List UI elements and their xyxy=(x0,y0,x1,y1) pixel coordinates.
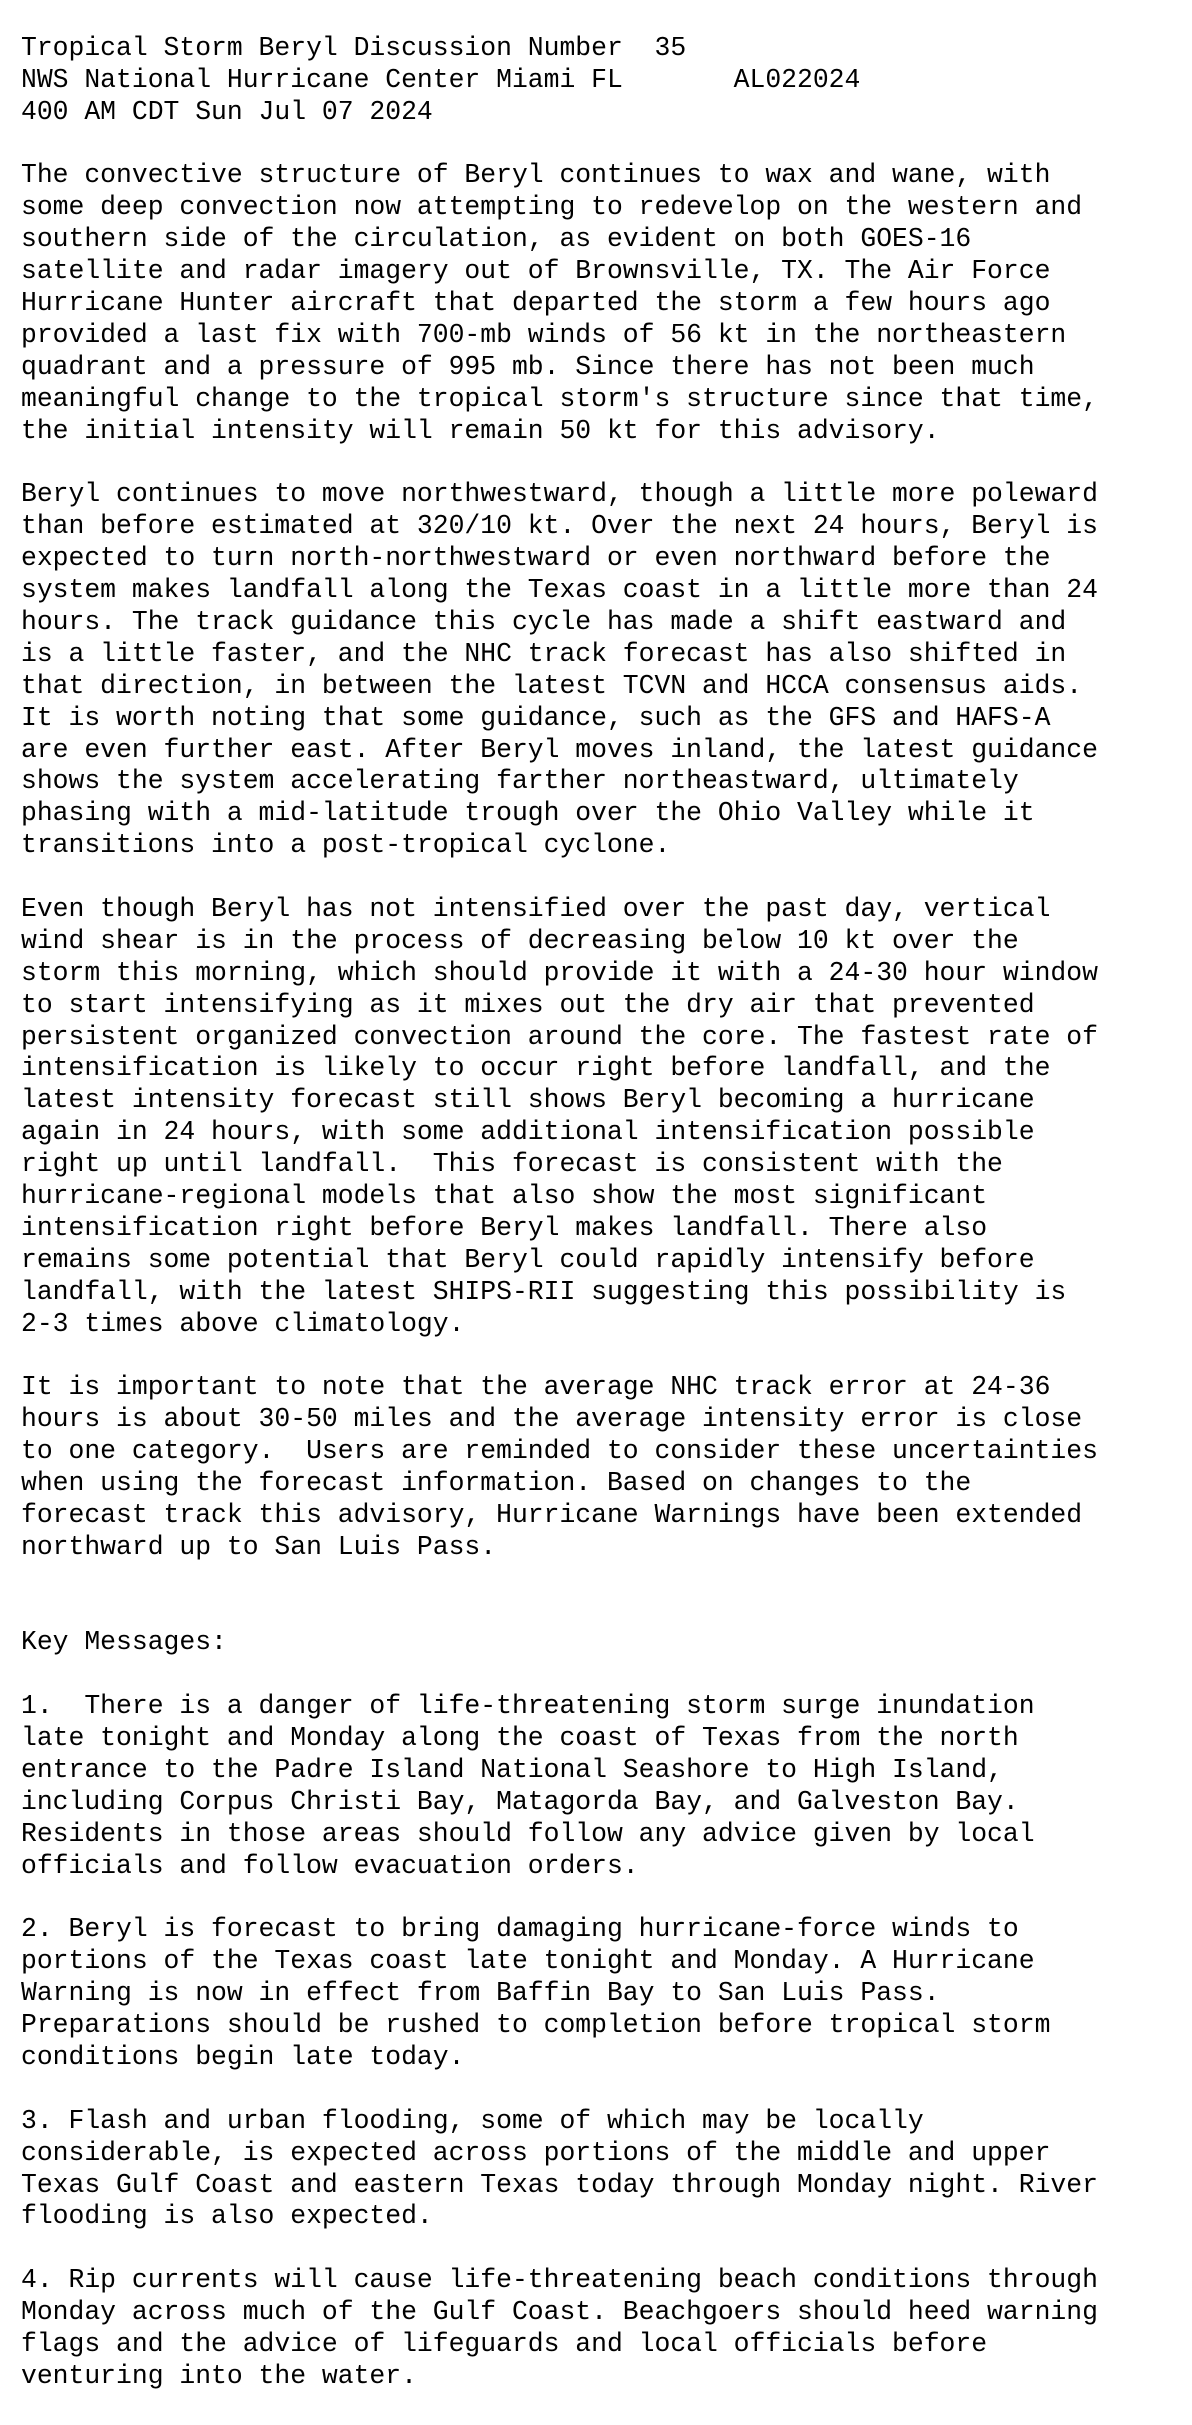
paragraph-intensity-forecast xyxy=(21,894,1186,1340)
text-line: wind shear is in the process of decreasing below 10 kt over the xyxy=(21,925,1019,956)
blank-line xyxy=(21,447,1186,479)
blank-line xyxy=(21,862,1186,894)
text-line: southern side of the circulation, as evident on both GOES-16 xyxy=(21,224,972,255)
text-line: Even though Beryl has not intensified over the past day, vertical xyxy=(21,893,1051,924)
blank-line xyxy=(21,1659,1186,1691)
text-line: meaningful change to the tropical storm's structure since that time, xyxy=(21,383,1098,414)
text-line: remains some potential that Beryl could rapidly intensify before xyxy=(21,1244,1035,1275)
text-line: The convective structure of Beryl continues to wax and wane, with xyxy=(21,160,1051,191)
text-line: to one category. Users are reminded to consider these uncertainties xyxy=(21,1436,1098,1467)
text-line: flooding is also expected. xyxy=(21,2201,433,2232)
blank-line xyxy=(21,1340,1186,1372)
text-line: It is important to note that the average NHC track error at 24-36 xyxy=(21,1372,1051,1403)
key-message-storm-surge xyxy=(21,1691,1186,1882)
text-line: when using the forecast information. Based on changes to the xyxy=(21,1467,972,1498)
text-line: portions of the Texas coast late tonight and Monday. A Hurricane xyxy=(21,1946,1035,1977)
text-line: 3. Flash and urban flooding, some of which may be locally xyxy=(21,2105,924,2136)
text-line: Residents in those areas should follow any advice given by local xyxy=(21,1818,1035,1849)
text-line: latest intensity forecast still shows Beryl becoming a hurricane xyxy=(21,1085,1035,1116)
key-message-flooding xyxy=(21,2106,1186,2234)
text-line: 1. There is a danger of life-threatening storm surge inundation xyxy=(21,1691,1035,1722)
key-messages-heading: Key Messages: xyxy=(21,1627,227,1658)
blank-line xyxy=(21,1596,1186,1628)
text-line: intensification right before Beryl makes landfall. There also xyxy=(21,1212,988,1243)
text-line: to start intensifying as it mixes out the dry air that prevented xyxy=(21,989,1035,1020)
text-line: shows the system accelerating farther northeastward, ultimately xyxy=(21,766,1019,797)
text-line: 4. Rip currents will cause life-threatening beach conditions through xyxy=(21,2265,1098,2296)
text-line: 2-3 times above climatology. xyxy=(21,1308,465,1339)
discussion-document xyxy=(21,0,1186,2425)
paragraph-uncertainty xyxy=(21,1372,1186,1563)
text-line: is a little faster, and the NHC track forecast has also shifted in xyxy=(21,638,1067,669)
text-line: hours is about 30-50 miles and the average intensity error is close xyxy=(21,1404,1083,1435)
text-line: including Corpus Christi Bay, Matagorda Bay, and Galveston Bay. xyxy=(21,1786,1019,1817)
text-line: Monday across much of the Gulf Coast. Beachgoers should heed warning xyxy=(21,2297,1098,2328)
key-message-winds xyxy=(21,1914,1186,2073)
issue-time: 400 AM CDT Sun Jul 07 2024 xyxy=(21,96,433,127)
text-line: than before estimated at 320/10 kt. Over the next 24 hours, Beryl is xyxy=(21,511,1098,542)
text-line: some deep convection now attempting to redevelop on the western and xyxy=(21,192,1083,223)
text-line: the initial intensity will remain 50 kt for this advisory. xyxy=(21,415,940,446)
blank-line xyxy=(21,129,1186,161)
text-line: hours. The track guidance this cycle has made a shift eastward and xyxy=(21,606,1067,637)
paragraph-current-structure xyxy=(21,160,1186,447)
text-line: Texas Gulf Coast and eastern Texas today through Monday night. River xyxy=(21,2169,1098,2200)
text-line: right up until landfall. This forecast is consistent with the xyxy=(21,1149,1003,1180)
text-line: northward up to San Luis Pass. xyxy=(21,1531,497,1562)
blank-line xyxy=(21,1564,1186,1596)
paragraph-track-forecast xyxy=(21,479,1186,862)
text-line: Beryl continues to move northwestward, though a little more poleward xyxy=(21,479,1098,510)
blank-line xyxy=(21,1883,1186,1915)
text-line: hurricane-regional models that also show the most significant xyxy=(21,1180,988,1211)
text-line: are even further east. After Beryl moves inland, the latest guidance xyxy=(21,734,1098,765)
text-line: expected to turn north-northwestward or even northward before the xyxy=(21,543,1051,574)
text-line: officials and follow evacuation orders. xyxy=(21,1850,639,1881)
text-line: It is worth noting that some guidance, such as the GFS and HAFS-A xyxy=(21,702,1051,733)
text-line: that direction, in between the latest TCVN and HCCA consensus aids. xyxy=(21,670,1083,701)
text-line: quadrant and a pressure of 995 mb. Since there has not been much xyxy=(21,351,1035,382)
text-line: transitions into a post-tropical cyclone. xyxy=(21,830,671,861)
text-line: persistent organized convection around the core. The fastest rate of xyxy=(21,1021,1098,1052)
text-line: system makes landfall along the Texas coast in a little more than 24 xyxy=(21,575,1098,606)
text-line: 2. Beryl is forecast to bring damaging hurricane-force winds to xyxy=(21,1914,1019,1945)
text-line: Preparations should be rushed to completion before tropical storm xyxy=(21,2010,1051,2041)
text-line: considerable, is expected across portions of the middle and upper xyxy=(21,2137,1051,2168)
text-line: venturing into the water. xyxy=(21,2360,417,2391)
text-line: entrance to the Padre Island National Seashore to High Island, xyxy=(21,1755,1003,1785)
text-line: flags and the advice of lifeguards and local officials before xyxy=(21,2329,988,2360)
blank-line xyxy=(21,2074,1186,2106)
text-line: storm this morning, which should provide it with a 24-30 hour window xyxy=(21,957,1098,988)
issuing-office: NWS National Hurricane Center Miami FL AL022024 xyxy=(21,64,861,95)
text-line: late tonight and Monday along the coast of Texas from the north xyxy=(21,1723,1019,1754)
text-line: landfall, with the latest SHIPS-RII suggesting this possibility is xyxy=(21,1276,1067,1307)
text-line: conditions begin late today. xyxy=(21,2042,465,2073)
text-line: forecast track this advisory, Hurricane Warnings have been extended xyxy=(21,1499,1083,1530)
text-line: Hurricane Hunter aircraft that departed the storm a few hours ago xyxy=(21,288,1051,319)
text-line: satellite and radar imagery out of Brownsville, TX. The Air Force xyxy=(21,256,1051,287)
text-line: phasing with a mid-latitude trough over the Ohio Valley while it xyxy=(21,798,1035,829)
text-line: provided a last fix with 700-mb winds of 56 kt in the northeastern xyxy=(21,319,1067,350)
blank-line xyxy=(21,2233,1186,2265)
discussion-title: Tropical Storm Beryl Discussion Number 35 xyxy=(21,32,687,63)
text-line: intensification is likely to occur right before landfall, and the xyxy=(21,1053,1051,1084)
text-line: Warning is now in effect from Baffin Bay to San Luis Pass. xyxy=(21,1978,940,2009)
text-line: again in 24 hours, with some additional intensification possible xyxy=(21,1117,1035,1148)
